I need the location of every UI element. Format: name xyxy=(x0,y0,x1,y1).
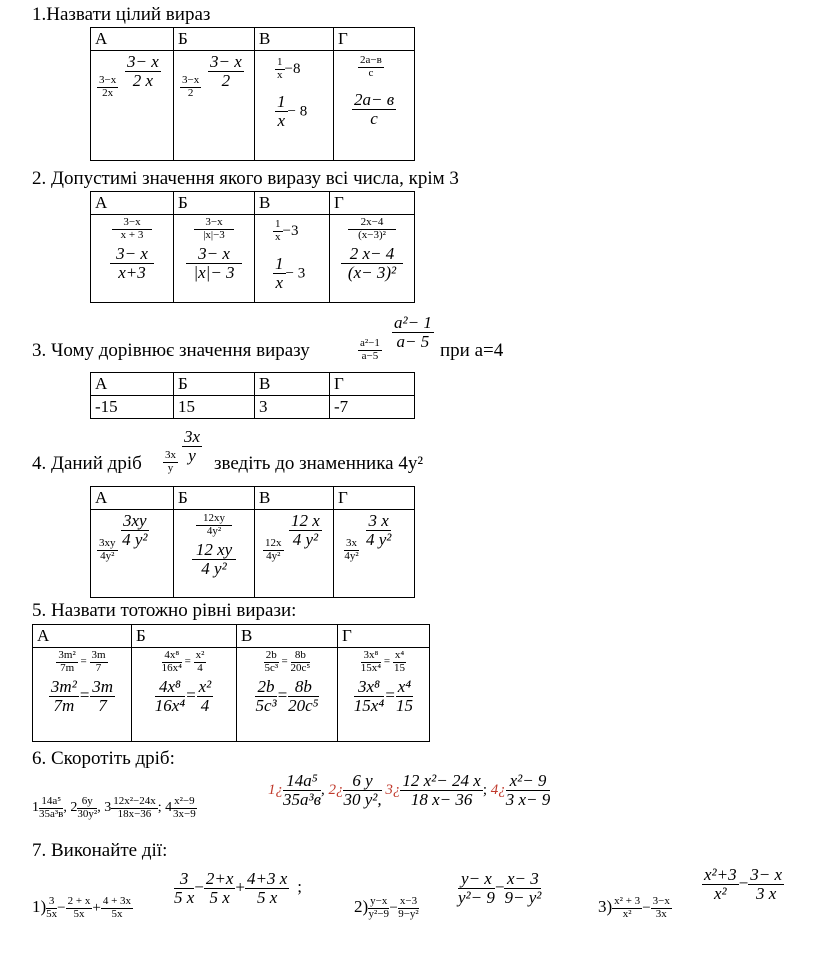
q7-p2-s2-den: 9−y² xyxy=(398,907,419,920)
q3-head-b: Б xyxy=(174,373,255,396)
q5-a-small-left-num: 3m² xyxy=(58,649,76,661)
q1-g-small-den: c xyxy=(368,66,374,79)
q3-small-den: a−5 xyxy=(361,349,379,362)
q5-b-small-right-num: x² xyxy=(195,649,205,661)
q4-b-small-num: 12xy xyxy=(196,513,232,526)
q7-p3-b1-num: x²+3 xyxy=(704,865,737,884)
q5-g-big-right-num: x⁴ xyxy=(397,677,412,697)
q3-small-num: a²−1 xyxy=(360,337,380,349)
q7-p2-big xyxy=(458,870,541,907)
q6-big-2-num: 6 y xyxy=(343,772,381,791)
q3-head-a: А xyxy=(91,373,174,396)
q3-option-b[interactable]: 15 xyxy=(174,396,255,419)
q1-head-b: Б xyxy=(174,28,255,51)
q1-a-small-den: 2x xyxy=(102,86,114,99)
q7-p1-b2-op: + xyxy=(235,877,246,897)
q7-p2-b2-num: x− 3 xyxy=(504,870,541,889)
q5-v-big-right-den: 20c⁵ xyxy=(288,695,319,715)
q6-title: 6. Скоротіть дріб: xyxy=(32,748,175,769)
q5-title: 5. Назвати тотожно рівні вирази: xyxy=(32,600,297,621)
q2-a-big-den: x+3 xyxy=(118,262,146,282)
q5-a-small-left-den: 7m xyxy=(60,661,75,674)
q2-option-b[interactable] xyxy=(174,215,255,303)
q6-big-3-idx: 3 xyxy=(385,781,393,798)
q4-head-v: В xyxy=(255,487,334,510)
q7-p3-s2-num: 3−x xyxy=(652,895,670,907)
q5-v-small-left-den: 5c³ xyxy=(264,661,279,674)
q5-g-small-left-num: 3x⁸ xyxy=(361,650,381,663)
q5-g-small-right-num: x⁴ xyxy=(394,649,405,661)
q4-big-fraction xyxy=(182,428,202,465)
q6-big-1-den: 35a³в xyxy=(283,789,321,809)
q7-p1-label: 1) xyxy=(32,896,47,916)
q7-p2-s1-den: y²−9 xyxy=(368,907,390,920)
q7-p1-s2-op: + xyxy=(92,899,101,916)
q2-a-big-num: 3− x xyxy=(110,245,154,264)
q7-p3-s1-den: x² xyxy=(622,907,632,920)
q2-b-big-num: 3− x xyxy=(186,245,242,264)
q5-table xyxy=(32,624,430,742)
q6-small-1-den: 35a³в xyxy=(39,807,64,820)
q6-small-3-num: 12x²−24x xyxy=(113,795,156,807)
q2-v-small-num: 1 xyxy=(275,218,281,230)
q4-small-num: 3x xyxy=(165,449,176,461)
q2-b-big-den: |x|− 3 xyxy=(193,262,235,282)
q6-small-2-sep: , xyxy=(97,800,101,816)
q1-g-small-num: 2a−в xyxy=(360,54,382,66)
q1-v-small-den: x xyxy=(277,68,283,81)
q5-v-small-right-num: 8b xyxy=(291,650,311,663)
q7-p1-s3-num: 4 + 3x xyxy=(102,895,132,907)
q7-p3-b1-den: x² xyxy=(713,883,727,903)
q6-big-4-idx: 4 xyxy=(490,781,499,798)
q4-option-a[interactable] xyxy=(91,510,174,598)
q2-a-small-num: 3−x xyxy=(112,217,152,230)
q5-g-big-left-num: 3x⁸ xyxy=(354,678,384,697)
q6-small-4-num: x²−9 xyxy=(174,795,195,807)
q5-b-big-left-num: 4x⁸ xyxy=(155,678,185,697)
q2-head-v: В xyxy=(255,192,330,215)
q6-big-3-den: 18 x− 36 xyxy=(410,789,473,809)
q3-head-v: В xyxy=(255,373,330,396)
q1-b-big-den: 2 xyxy=(221,70,231,90)
q7-p1-s3-den: 5x xyxy=(111,907,123,920)
q7-p3-big xyxy=(702,866,784,903)
q1-g-big-den: c xyxy=(370,108,378,128)
q7-p1-b1-op: − xyxy=(194,877,204,897)
q7-p1-b1-den: 5 x xyxy=(174,887,195,907)
q1-a-big-den: 2 x xyxy=(132,70,154,90)
q1-head-g: Г xyxy=(334,28,415,51)
q7-p1-s1-den: 5x xyxy=(46,907,58,920)
q1-v-big-tail: − 8 xyxy=(287,103,308,120)
q7-p2-b1-num: y− x xyxy=(458,870,495,889)
q3-big-den: a− 5 xyxy=(396,331,430,351)
q7-p2-s2-num: x−3 xyxy=(399,895,418,907)
q7-p1-b2-num: 2+x xyxy=(205,869,234,888)
q1-option-a[interactable] xyxy=(91,51,174,161)
q6-small-2 xyxy=(70,795,101,820)
q1-v-small-tail: −8 xyxy=(284,60,301,77)
q7-p3-small xyxy=(598,896,672,920)
q4-v-small-num: 12x xyxy=(265,537,282,549)
q7-p3-s2-den: 3x xyxy=(655,907,667,920)
q6-small-3-den: 18x−36 xyxy=(117,807,152,820)
q1-head-a: А xyxy=(91,28,174,51)
q4-suffix: зведіть до знаменника 4y² xyxy=(214,453,424,474)
q1-v-big-num: 1 xyxy=(277,92,286,111)
q3-big-num: a²− 1 xyxy=(394,313,432,332)
q5-a-big-right-num: 3m xyxy=(92,677,114,697)
q5-option-a[interactable]: $\frac{\text{3m²}}{7m}$ = $\frac{3m}{7}$ $\frac{\text{3m²}}{7m}$ = $\frac{3m}{7}$ xyxy=(33,648,132,742)
q4-g-small-num: 3x xyxy=(346,537,357,549)
q5-a-small-right-den: 7 xyxy=(95,661,102,674)
q2-v-big-num: 1 xyxy=(275,254,284,273)
q1-head-v: В xyxy=(255,28,334,51)
q5-a-big-left-den: 7m xyxy=(53,695,75,715)
q4-option-b[interactable] xyxy=(174,510,255,598)
q4-v-big-num: 12 x xyxy=(291,511,320,530)
q5-b-small-right-den: 4 xyxy=(197,661,203,674)
q5-v-small-right-den: 20c⁵ xyxy=(290,661,311,674)
q3-head-g: Г xyxy=(330,373,415,396)
q1-title: 1.Назвати цілий вираз xyxy=(32,4,211,25)
q6-big-1-num: 14a⁵ xyxy=(283,772,321,791)
q6-big-1 xyxy=(268,771,325,809)
q4-option-v[interactable] xyxy=(255,510,334,598)
q6-small-row xyxy=(32,796,197,820)
q6-small-4-den: 3x−9 xyxy=(172,807,196,820)
q4-head-b: Б xyxy=(174,487,255,510)
q5-b-small-left-den: 16x⁴ xyxy=(161,661,182,674)
q7-p3-label: 3) xyxy=(598,896,613,916)
q2-option-g[interactable] xyxy=(330,215,415,303)
q4-small-fraction xyxy=(163,450,178,474)
q4-option-g[interactable] xyxy=(334,510,415,598)
q2-option-a[interactable] xyxy=(91,215,174,303)
q6-big-2-idx: 2 xyxy=(328,781,336,798)
q7-p2-s1-num: y−x xyxy=(370,895,388,907)
q7-p1-s2-den: 5x xyxy=(73,907,85,920)
q4-g-small-den: 4y² xyxy=(344,549,359,562)
q2-b-small-num: 3−x xyxy=(194,217,234,230)
q7-p1-b1-num: 3 xyxy=(174,870,194,889)
q7-p1-end: ; xyxy=(297,877,303,897)
q5-a-small-right-num: 3m xyxy=(91,649,106,661)
q6-big-4-den: 3 x− 9 xyxy=(505,789,551,809)
q5-g-small-left-den: 15x⁴ xyxy=(360,661,382,674)
q6-big-2 xyxy=(328,771,382,809)
q6-small-1 xyxy=(32,795,67,820)
q6-small-2-den: 30y² xyxy=(77,807,98,820)
q5-v-small-left-num: 2b xyxy=(265,649,277,661)
q7-p1-small xyxy=(32,896,133,920)
q5-g-small-right-den: 15 xyxy=(394,661,406,674)
q1-b-small-num: 3−x xyxy=(182,74,200,86)
q5-head-g: Г xyxy=(338,625,430,648)
q4-b-small-den: 4y² xyxy=(206,524,222,537)
q6-big-3-glyph: ¿ xyxy=(392,781,401,798)
q2-v-big-tail: − 3 xyxy=(285,265,306,282)
q7-p1-s2-num: 2 + x xyxy=(67,895,91,907)
q4-big-num: 3x xyxy=(184,427,201,446)
q7-p2-b2-den: 9− y² xyxy=(504,887,542,907)
q5-v-big-left-den: 5c³ xyxy=(255,695,277,715)
q6-big-4 xyxy=(490,771,551,809)
q2-v-small-tail: −3 xyxy=(282,222,299,239)
q2-head-g: Г xyxy=(330,192,415,215)
q1-g-big-num: 2a− в xyxy=(354,90,395,109)
q2-b-small-den: |x|−3 xyxy=(203,228,225,241)
q5-a-big-left-num: 3m² xyxy=(50,677,77,697)
q2-g-big-den: (x− 3)² xyxy=(347,262,397,282)
q6-small-3 xyxy=(104,795,162,820)
q2-head-a: А xyxy=(91,192,174,215)
q4-v-big-den: 4 y² xyxy=(292,529,319,549)
q7-p3-b2-num: 3− x xyxy=(750,865,782,884)
q2-table xyxy=(90,191,415,303)
q6-small-2-num: 6y xyxy=(77,796,97,809)
q7-p2-small xyxy=(354,896,419,920)
q6-small-1-idx: 1 xyxy=(32,800,39,816)
q3-big-fraction xyxy=(392,314,434,351)
q6-big-1-idx: 1 xyxy=(268,781,276,798)
q7-p1-b3-den: 5 x xyxy=(257,887,278,907)
q2-title: 2. Допустимі значення якого виразу всі числа, крім 3 xyxy=(32,168,459,189)
q4-table xyxy=(90,486,415,598)
q7-p2-b1-den: y²− 9 xyxy=(458,887,495,907)
q2-g-small-num: 2x−4 xyxy=(348,217,396,230)
q6-big-3-num: 12 x²− 24 x xyxy=(402,771,481,790)
q7-p3-b1-op: − xyxy=(738,873,749,893)
q2-g-small-den: (x−3)² xyxy=(358,228,386,241)
q6-small-3-sep: ; xyxy=(157,800,162,816)
q1-option-b[interactable] xyxy=(174,51,255,161)
q4-g-big-den: 4 y² xyxy=(366,529,392,549)
q5-g-big-left-den: 15x⁴ xyxy=(353,695,385,715)
q5-g-big-right-den: 15 xyxy=(395,695,413,715)
q2-g-big-num: 2 x− 4 xyxy=(341,245,403,264)
q7-p1-b2-den: 5 x xyxy=(209,887,230,907)
q6-small-3-idx: 3 xyxy=(104,800,112,816)
q2-head-b: Б xyxy=(174,192,255,215)
q7-p2-label: 2) xyxy=(354,896,369,916)
q3-option-g[interactable]: -7 xyxy=(330,396,415,419)
q4-b-big-den: 4 y² xyxy=(201,558,227,578)
q2-v-small-den: x xyxy=(275,230,281,243)
q1-a-big-num: 3− x xyxy=(127,52,159,71)
q6-big-3 xyxy=(385,771,487,809)
q7-p3-b2-den: 3 x xyxy=(755,883,777,903)
q6-small-2-idx: 2 xyxy=(70,800,78,816)
q5-b-small-left-num: 4x⁸ xyxy=(162,650,182,663)
q1-b-small-den: 2 xyxy=(187,86,194,99)
q6-big-2-glyph: ¿ xyxy=(335,781,344,798)
q5-b-big-left-den: 16x⁴ xyxy=(154,695,186,715)
q5-option-g[interactable]: $\frac{\text{3x⁸}}{\text{15x⁴}}$ = $\frac{\text{x⁴}}{15}$ $\frac{\text{3x⁸}}{\text{15x⁴}}$ = $\frac{\text{x⁴}}{15}$ xyxy=(338,648,430,742)
q4-big-den: y xyxy=(188,445,196,465)
q2-option-v[interactable] xyxy=(255,215,330,303)
q3-small-fraction xyxy=(358,338,382,362)
q2-a-small-den: x + 3 xyxy=(120,228,144,241)
q6-big-1-glyph: ¿ xyxy=(275,781,283,798)
q6-small-1-sep: , xyxy=(63,800,67,816)
q5-option-b[interactable]: $\frac{\text{4x⁸}}{\text{16x⁴}}$ = $\frac{\text{x²}}{4}$ $\frac{\text{4x⁸}}{\text{16x⁴}}$ = $\frac{\text{x²}}{4}$ xyxy=(132,648,237,742)
q5-option-v[interactable]: $\frac{2b}{\text{5c³}}$ = $\frac{8b}{\text{20c⁵}}$ $\frac{2b}{\text{5c³}}$ = $\frac{8b}{\text{20c⁵}}$ xyxy=(237,648,338,742)
q7-p1-s1-num: 3 xyxy=(46,896,57,909)
q2-v-big-den: x xyxy=(275,272,284,292)
q6-big-4-num: x²− 9 xyxy=(506,772,551,791)
q4-g-big-num: 3 x xyxy=(366,512,391,531)
q3-option-a[interactable]: -15 xyxy=(91,396,174,419)
q4-a-big-den: 4 y² xyxy=(122,529,148,549)
q4-small-den: y xyxy=(167,461,174,474)
q3-suffix: при а=4 xyxy=(440,340,504,361)
q5-head-v: В xyxy=(237,625,338,648)
q3-table xyxy=(90,372,415,419)
q6-big-3-sep: ; xyxy=(482,781,487,798)
q4-a-big-num: 3xy xyxy=(123,511,147,530)
q1-b-big-num: 3− x xyxy=(210,52,242,71)
q3-title: 3. Чому дорівнює значення виразу xyxy=(32,340,310,361)
q3-option-v[interactable]: 3 xyxy=(255,396,330,419)
q4-title: 4. Даний дріб xyxy=(32,453,142,474)
q7-p1-s1-op: − xyxy=(57,899,66,916)
q5-b-big-right-num: x² xyxy=(198,677,212,697)
q5-head-a: А xyxy=(33,625,132,648)
q7-p3-s1-op: − xyxy=(642,899,651,916)
q4-head-g: Г xyxy=(334,487,415,510)
q7-p1-b3-num: 4+3 x xyxy=(247,869,288,888)
q5-b-big-right-den: 4 xyxy=(200,695,210,715)
q4-b-big-num: 12 xy xyxy=(192,541,236,560)
q6-big-4-glyph: ¿ xyxy=(498,781,506,798)
q5-v-big-left-num: 2b xyxy=(255,678,276,697)
q6-big-2-den: 30 y², xyxy=(343,789,382,809)
q1-a-small-num: 3−x xyxy=(99,74,117,86)
q4-a-small-den: 4y² xyxy=(100,549,115,562)
q6-big-row xyxy=(268,772,550,809)
q7-p2-b1-op: − xyxy=(494,877,505,897)
q1-v-small-num: 1 xyxy=(277,56,283,68)
q7-p1-big xyxy=(174,870,302,907)
q1-v-big-den: x xyxy=(277,110,286,130)
q4-a-small-num: 3xy xyxy=(99,537,116,549)
q1-option-v[interactable] xyxy=(255,51,334,161)
q4-v-small-den: 4y² xyxy=(266,549,281,562)
q7-title: 7. Виконайте дії: xyxy=(32,840,168,861)
q7-p2-s1-op: − xyxy=(389,899,398,916)
q6-small-4-idx: 4 xyxy=(165,800,173,816)
q1-table xyxy=(90,27,415,161)
q5-v-big-right-num: 8b xyxy=(288,678,318,697)
q5-a-big-right-den: 7 xyxy=(98,695,107,715)
q4-head-a: А xyxy=(91,487,174,510)
q1-option-g[interactable] xyxy=(334,51,415,161)
q6-small-1-num: 14a⁵ xyxy=(39,796,63,809)
q6-small-4 xyxy=(165,795,197,820)
q7-p3-s1-num: x² + 3 xyxy=(614,895,641,907)
q5-head-b: Б xyxy=(132,625,237,648)
q6-big-1-sep: , xyxy=(320,781,325,798)
